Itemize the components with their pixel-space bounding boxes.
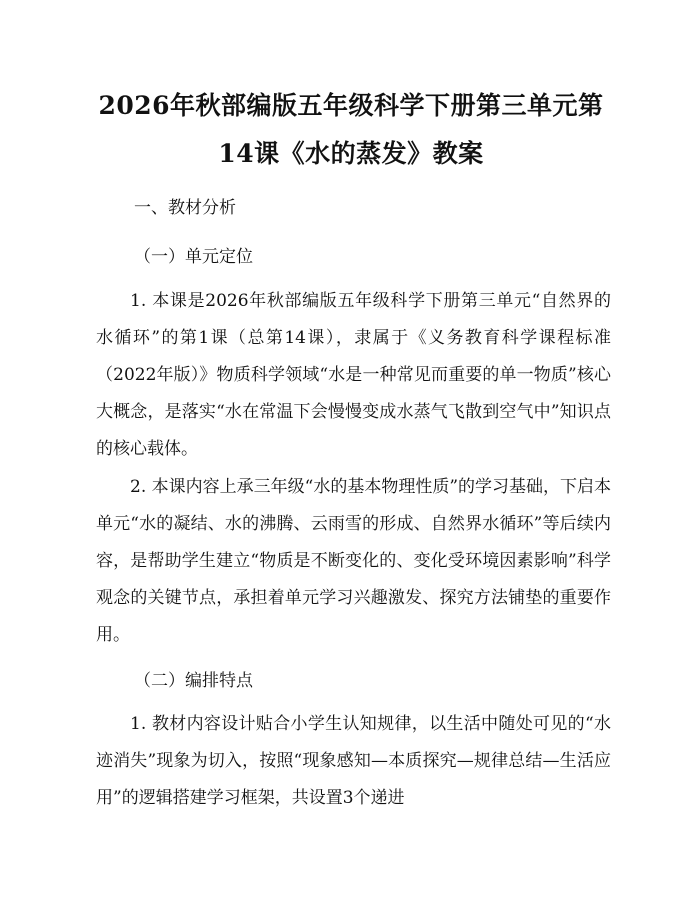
paragraph-arrangement-1: 1. 教材内容设计贴合小学生认知规律，以生活中随处可见的“水迹消失”现象为切入，按照“现象感知—本质探究—规律总结—生活应用”的逻辑搭建学习框架，共设置3个递进 — [96, 714, 611, 808]
document-title-line1: 2026年秋部编版五年级科学下册第三单元第 — [98, 91, 604, 120]
paragraph-unit-position-1: 1. 本课是2026年秋部编版五年级科学下册第三单元“自然界的水循环”的第1课（总第14课），隶属于《义务教育科学课程标准（2022年版）》物质科学领域“水是一种常见而重要的单一物质”核心大概念，是落实“水在常温下会慢慢变成水蒸气飞散到空气中”知识点的核心载体。 — [96, 291, 611, 459]
subsection-heading-arrangement: （二）编排特点 — [134, 671, 253, 691]
paragraph-unit-position-2: 2. 本课内容上承三年级“水的基本物理性质”的学习基础，下启本单元“水的凝结、水的沸腾、云雨雪的形成、自然界水循环”等后续内容，是帮助学生建立“物质是不断变化的、变化受环境因素影响”科学观念的关键节点，承担着单元学习兴趣激发、探究方法铺垫的重要作用。 — [96, 477, 612, 645]
subsection-heading-unit-position: （一）单元定位 — [134, 247, 253, 267]
section-heading-textbook-analysis: 一、教材分析 — [134, 198, 236, 218]
document-title-line2: 14课《水的蒸发》教案 — [218, 139, 484, 168]
